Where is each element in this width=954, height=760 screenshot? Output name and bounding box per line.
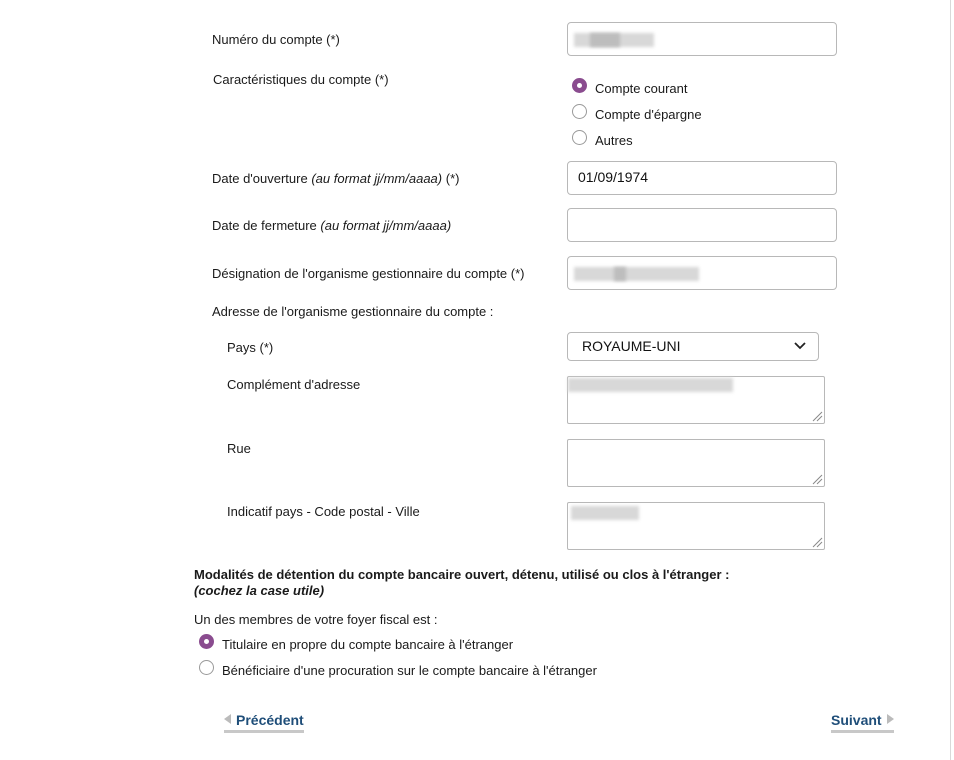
detention-subtitle: (cochez la case utile): [194, 583, 325, 598]
radio-compte-courant[interactable]: [572, 78, 587, 93]
organism-name-input[interactable]: [567, 256, 837, 290]
closing-date-label: [212, 218, 451, 233]
arrow-left-icon: [224, 714, 231, 724]
address-complement-textarea[interactable]: [567, 376, 825, 424]
radio-titulaire[interactable]: [199, 634, 214, 649]
account-number-input[interactable]: [567, 22, 837, 56]
redacted-value: [574, 267, 699, 281]
country-select-value: ROYAUME-UNI: [582, 338, 681, 354]
postal-textarea[interactable]: [567, 502, 825, 550]
redacted-value: [590, 33, 620, 47]
detention-intro: Un des membres de votre foyer fiscal est :: [194, 612, 438, 627]
option-compte-courant-label: Compte courant: [595, 81, 688, 96]
detention-title: Modalités de détention du compte bancaire ouvert, détenu, utilisé ou clos à l'étranger :: [194, 567, 730, 582]
country-label: Pays (*): [227, 340, 274, 355]
arrow-right-icon: [887, 714, 894, 724]
page-right-border: [950, 0, 951, 760]
option-titulaire-label: Titulaire en propre du compte bancaire à l'étranger: [222, 637, 514, 652]
postal-label: Indicatif pays - Code postal - Ville: [227, 504, 420, 519]
option-compte-epargne-label: Compte d'épargne: [595, 107, 702, 122]
previous-button[interactable]: [224, 712, 304, 733]
address-complement-label: Complément d'adresse: [227, 377, 361, 392]
closing-date-hint: (au format jj/mm/aaaa): [320, 218, 452, 233]
closing-date-input[interactable]: [567, 208, 837, 242]
organism-address-label: Adresse de l'organisme gestionnaire du compte :: [212, 304, 494, 319]
characteristics-label: Caractéristiques du compte (*): [213, 72, 389, 87]
resize-handle-icon[interactable]: [811, 536, 823, 548]
account-number-label: Numéro du compte (*): [212, 32, 340, 47]
next-label: Suivant: [831, 712, 882, 728]
opening-date-label: [212, 171, 459, 186]
opening-date-required: (*): [445, 171, 460, 186]
redacted-value: [614, 267, 626, 281]
previous-label: Précédent: [236, 712, 304, 728]
chevron-down-icon: [794, 341, 806, 351]
resize-handle-icon[interactable]: [811, 410, 823, 422]
radio-beneficiaire[interactable]: [199, 660, 214, 675]
redacted-value: [571, 506, 639, 520]
next-button[interactable]: [831, 712, 894, 733]
redacted-value: [568, 378, 733, 392]
radio-autres[interactable]: [572, 130, 587, 145]
opening-date-label-text: Date d'ouverture: [212, 171, 308, 186]
option-beneficiaire-label: Bénéficiaire d'une procuration sur le compte bancaire à l'étranger: [222, 663, 597, 678]
option-autres-label: Autres: [595, 133, 633, 148]
opening-date-hint: (au format jj/mm/aaaa): [311, 171, 443, 186]
resize-handle-icon[interactable]: [811, 473, 823, 485]
street-label: Rue: [227, 441, 251, 456]
organism-name-label: Désignation de l'organisme gestionnaire du compte (*): [212, 266, 525, 281]
street-textarea[interactable]: [567, 439, 825, 487]
radio-compte-epargne[interactable]: [572, 104, 587, 119]
country-select[interactable]: [567, 332, 819, 361]
opening-date-input[interactable]: 01/09/1974: [567, 161, 837, 195]
closing-date-label-text: Date de fermeture: [212, 218, 317, 233]
